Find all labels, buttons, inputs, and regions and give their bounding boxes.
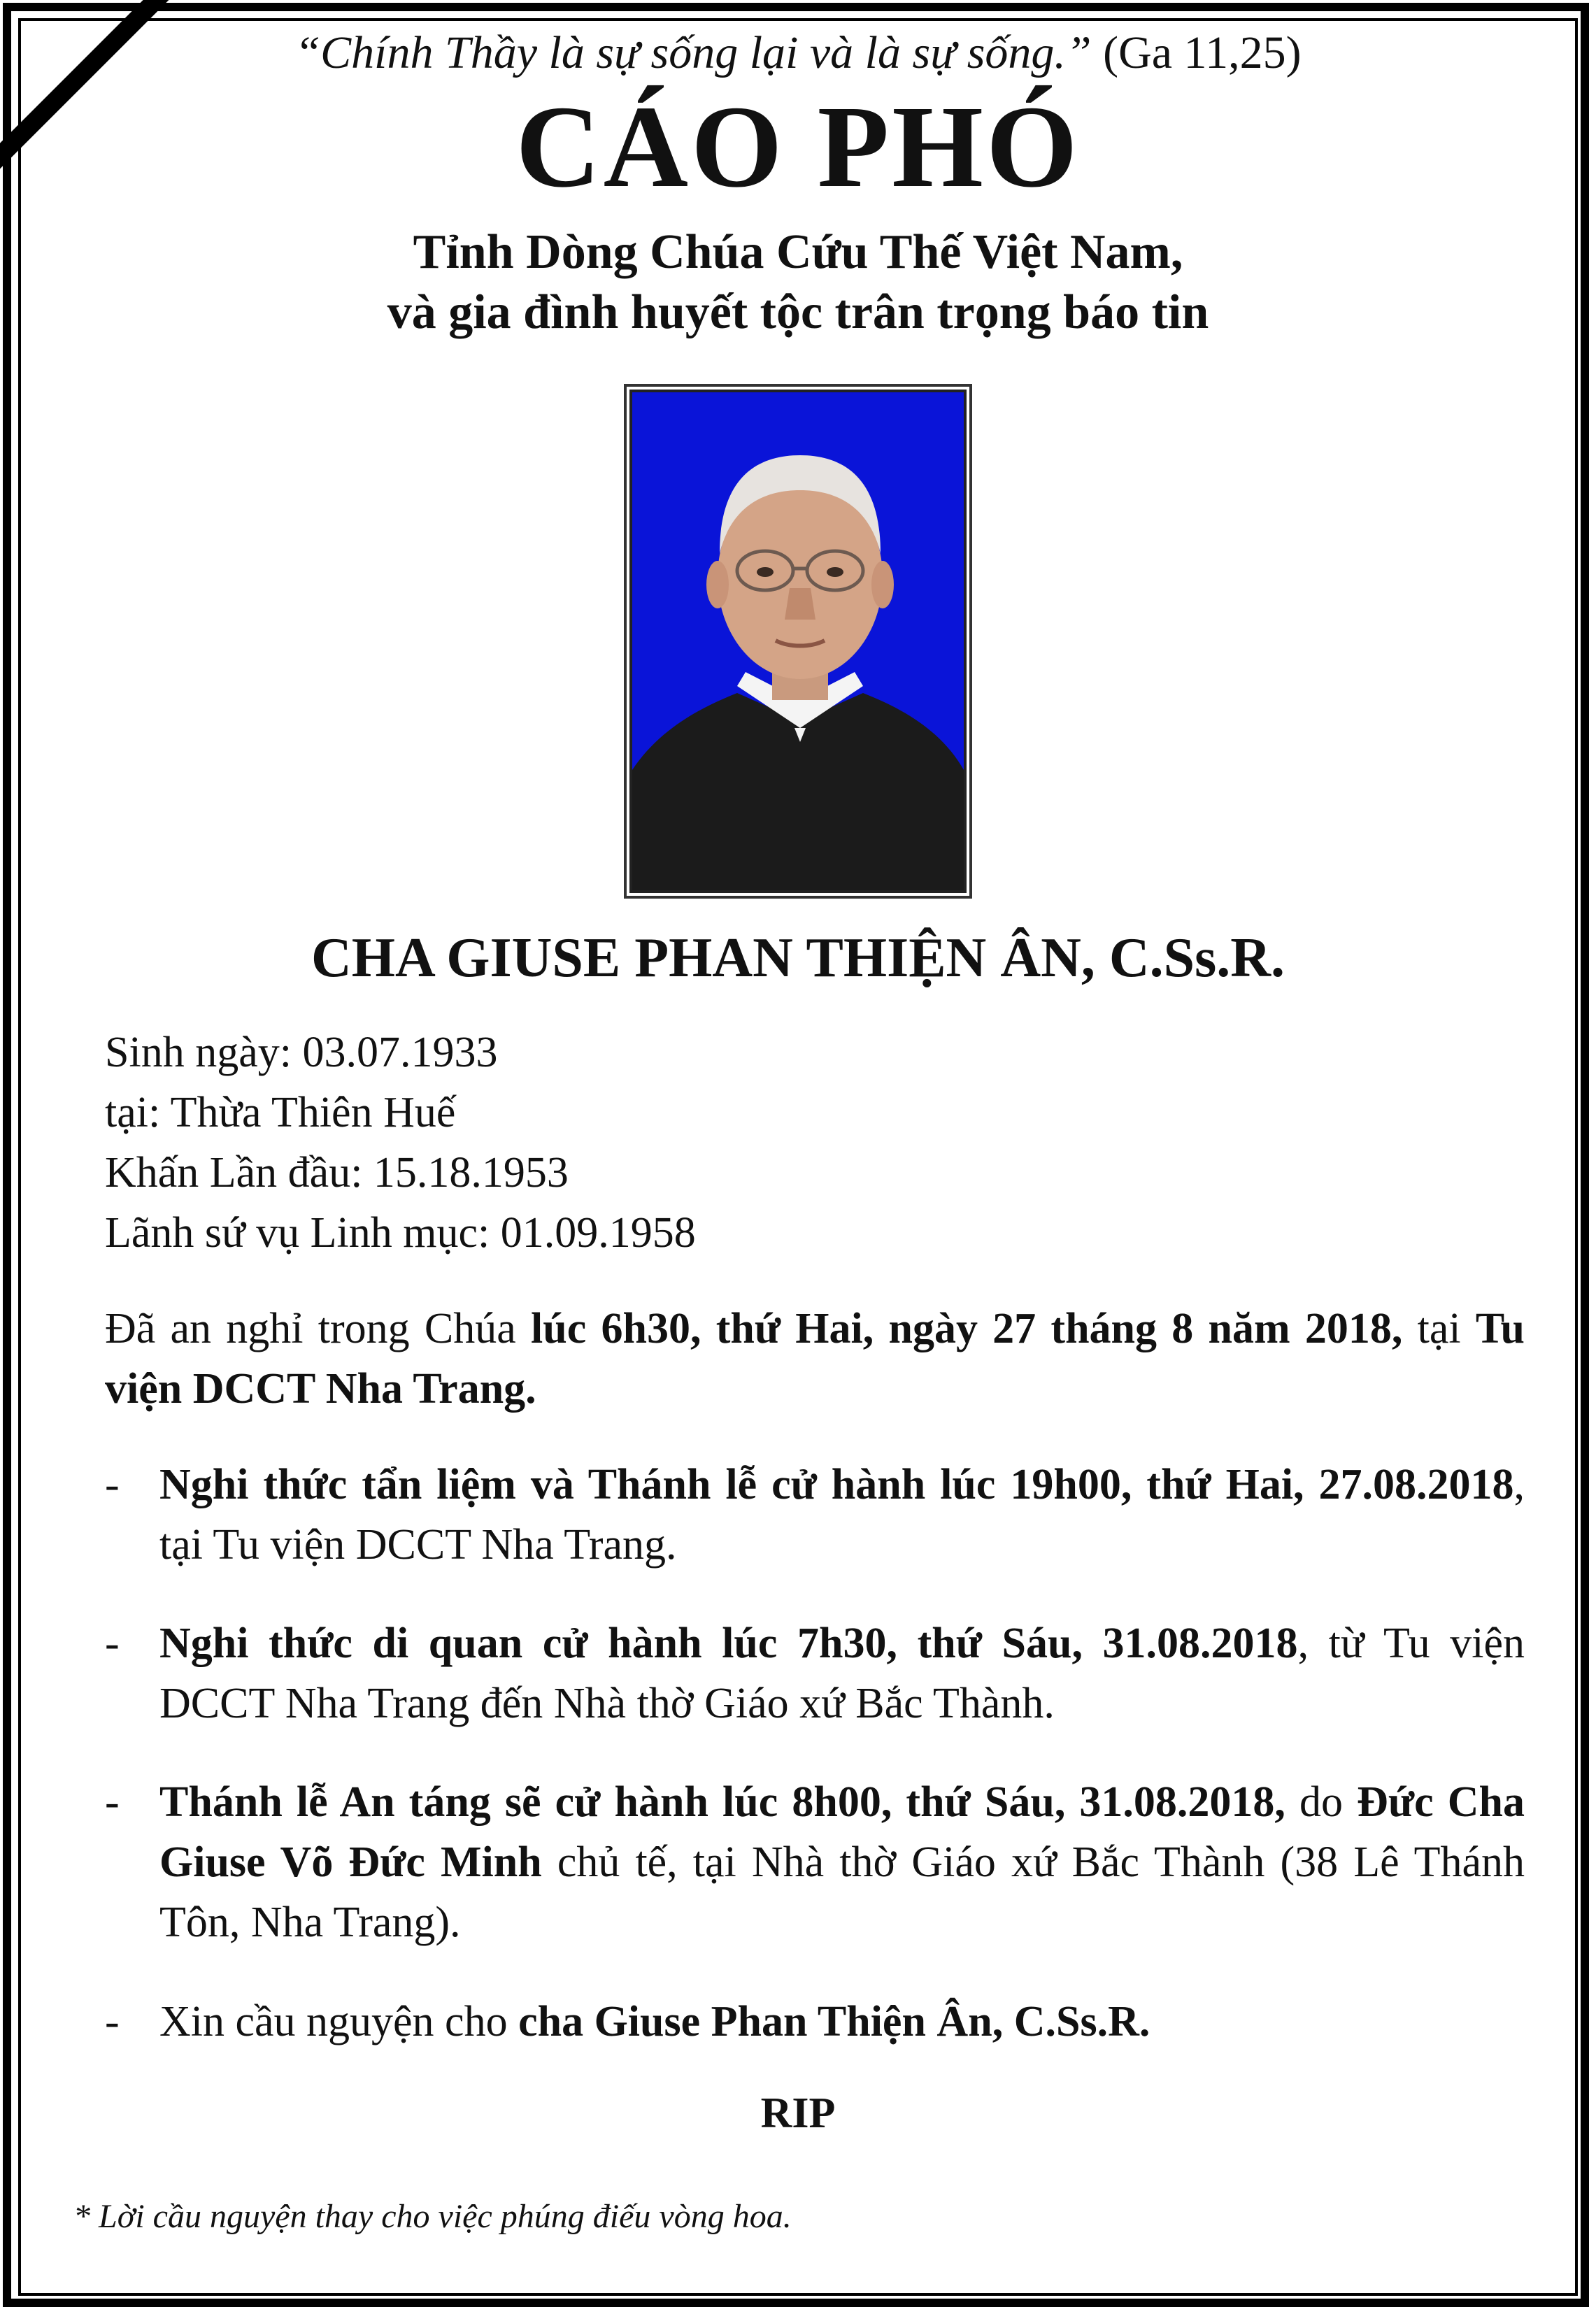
schedule-event: Nghi thức di quan cử hành lúc 7h30, thứ Sáu, 31.08.2018 — [159, 1620, 1298, 1667]
death-notice — [105, 1299, 1525, 1419]
ordination-date: Lãnh sứ vụ Linh mục: 01.09.1958 — [105, 1209, 696, 1257]
prayer-subject: cha Giuse Phan Thiện Ân, C.Ss.R. — [518, 1998, 1150, 2045]
death-time: lúc 6h30, thứ Hai, ngày 27 tháng 8 năm 2018, — [531, 1305, 1403, 1352]
quote-reference: (Ga 11,25) — [1103, 27, 1302, 78]
first-vows-date: Khấn Lần đầu: 15.18.1953 — [105, 1149, 569, 1197]
presider-name: Đức Cha Giuse Võ Đức Minh — [159, 1778, 1525, 1886]
portrait-photo — [629, 390, 967, 893]
death-place: Tu viện DCCT Nha Trang. — [105, 1305, 1525, 1413]
schedule-event: Nghi thức tẩn liệm và Thánh lễ cử hành lúc 19h00, thứ Hai, 27.08.2018 — [159, 1461, 1514, 1508]
quote-text: “Chính Thầy là sự sống lại và là sự sống.” — [294, 27, 1092, 78]
list-dash: - — [105, 1998, 120, 2045]
list-dash: - — [105, 1620, 120, 1667]
subtitle-line1: Tỉnh Dòng Chúa Cứu Thế Việt Nam, — [413, 225, 1183, 279]
death-place-prefix: tại — [1417, 1305, 1476, 1352]
bio-details — [105, 1022, 696, 1263]
subtitle-line2: và gia đình huyết tộc trân trọng báo tin — [387, 285, 1209, 339]
schedule-detail: chủ tế, tại Nhà thờ Giáo xứ Bắc Thành (38 Lê Thánh Tôn, Nha Trang). — [159, 1838, 1525, 1946]
death-notice-intro: Đã an nghỉ trong Chúa — [105, 1305, 531, 1352]
footnote: * Lời cầu nguyện thay cho việc phúng điếu vòng hoa. — [73, 2198, 792, 2235]
page-title: CÁO PHÓ — [515, 82, 1081, 212]
rip-label: RIP — [760, 2090, 836, 2137]
deceased-name: CHA GIUSE PHAN THIỆN ÂN, C.Ss.R. — [311, 927, 1285, 989]
list-dash: - — [105, 1778, 120, 1826]
prayer-request: Xin cầu nguyện cho — [159, 1998, 519, 2045]
schedule-detail: , từ Tu viện DCCT Nha Trang đến Nhà thờ Giáo xứ Bắc Thành. — [159, 1620, 1525, 1727]
schedule-detail: , tại Tu viện DCCT Nha Trang. — [159, 1461, 1525, 1569]
schedule-event: Thánh lễ An táng sẽ cử hành lúc 8h00, thứ Sáu, 31.08.2018, — [159, 1778, 1285, 1826]
schedule-connector: do — [1285, 1778, 1358, 1826]
list-dash: - — [105, 1461, 120, 1508]
birth-date: Sinh ngày: 03.07.1933 — [105, 1029, 498, 1076]
scripture-quote — [0, 27, 1596, 80]
birth-place: tại: Thừa Thiên Huế — [105, 1089, 456, 1136]
